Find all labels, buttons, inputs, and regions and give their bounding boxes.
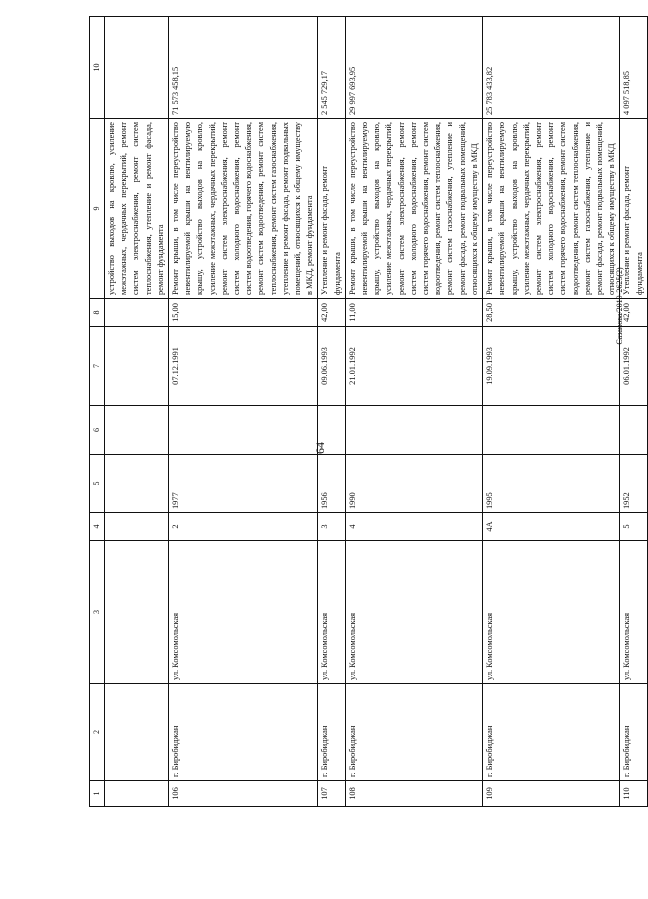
house-number: 3 xyxy=(318,513,345,541)
cost: 29 997 693,95 xyxy=(345,17,482,119)
wear-percent: 42,00 xyxy=(620,299,647,327)
column-number-row xyxy=(90,17,105,807)
house-number: 4 xyxy=(345,513,482,541)
house-number: 2 xyxy=(169,513,318,541)
build-year: 1995 xyxy=(483,455,620,513)
row-number: 107 xyxy=(318,781,345,807)
row-number: 106 xyxy=(169,781,318,807)
house-number: 4А xyxy=(483,513,620,541)
works-list: Ремонт крыши, в том числе переустройство невентилируемой крыши на вентилируемую крышу, устройство выходов на кровлю, усиление межэтажных, чердачных перекрытий, ремонт систем электроснабжения, ремонт систем холодного водоснабжения, ремонт систем горячего водоснабжения, ремонт систем водоотведения, ремонт систем теплоснабжения, ремонт систем газоснабжения, утепление и ремонт фасада, ремонт подвальных помещений, относящихся к общему имуществу в МКД xyxy=(483,119,620,299)
column-number: 9 xyxy=(90,119,105,299)
column-number: 6 xyxy=(90,406,105,455)
column-number: 7 xyxy=(90,327,105,406)
column-number: 8 xyxy=(90,299,105,327)
row-number: 109 xyxy=(483,781,620,807)
column-number: 5 xyxy=(90,455,105,513)
city: г. Биробиджан xyxy=(169,684,318,781)
privatization-date: 06.01.1992 xyxy=(620,327,647,406)
wear-percent: 11,00 xyxy=(345,299,482,327)
cost: 4 097 518,85 xyxy=(620,17,647,119)
works-list: Ремонт крыши, в том числе переустройство невентилируемой крыши на вентилируемую крышу, устройство выходов на кровлю, усиление межэтажных, чердачных перекрытий, ремонт систем электроснабжения, ремонт систем холодного водоснабжения, ремонт систем водоотведения, горячего водоснабжения, ремонт систем водоотведения, ремонт систем теплоснабжения, ремонт систем газоснабжения, утепление и ремонт фасада, ремонт подвальных помещений, относящихся к общему имуществу в МКД, ремонт фундамента xyxy=(169,119,318,299)
street: ул. Комсомольская xyxy=(318,541,345,684)
city: г. Биробиджан xyxy=(620,684,647,781)
city: г. Биробиджан xyxy=(318,684,345,781)
street: ул. Комсомольская xyxy=(483,541,620,684)
cost: 25 783 433,82 xyxy=(483,17,620,119)
column-number: 4 xyxy=(90,513,105,541)
column-6 xyxy=(318,406,345,455)
column-number: 10 xyxy=(90,17,105,119)
privatization-date: 09.06.1993 xyxy=(318,327,345,406)
column-6 xyxy=(483,406,620,455)
wear-percent: 28,50 xyxy=(483,299,620,327)
works-list: Ремонт крыши, в том числе переустройство невентилируемой крыши на вентилируемую крышу, устройство выходов на кровлю, усиление межэтажных, чердачных перекрытий, ремонт систем электроснабжения, ремонт систем холодного водоснабжения, ремонт систем горячего водоснабжения, ремонт систем водоотведения, ремонт систем теплоснабжения, ремонт систем газоснабжения, утепление и ремонт фасада, ремонт подвальных помещений, относящихся к общему имуществу в МКД xyxy=(345,119,482,299)
table-row xyxy=(620,17,647,807)
street: ул. Комсомольская xyxy=(620,541,647,684)
capital-repair-table xyxy=(89,16,648,807)
column-number: 1 xyxy=(90,781,105,807)
wear-percent: 42,00 xyxy=(318,299,345,327)
city: г. Биробиджан xyxy=(345,684,482,781)
street: ул. Комсомольская xyxy=(345,541,482,684)
works-list: Утепление и ремонт фасада, ремонт фундамента xyxy=(318,119,345,299)
street: ул. Комсомольская xyxy=(169,541,318,684)
table-row xyxy=(318,17,345,807)
column-6 xyxy=(345,406,482,455)
column-number: 3 xyxy=(90,541,105,684)
build-year: 1977 xyxy=(169,455,318,513)
house-number: 5 xyxy=(620,513,647,541)
row-number: 108 xyxy=(345,781,482,807)
privatization-date: 07.12.1991 xyxy=(169,327,318,406)
document-stamp: Сазанова/2019-2625(2) xyxy=(615,267,624,345)
cost: 71 573 458,15 xyxy=(169,17,318,119)
column-6 xyxy=(620,406,647,455)
continuation-row xyxy=(105,17,169,807)
privatization-date: 21.01.1992 xyxy=(345,327,482,406)
build-year: 1990 xyxy=(345,455,482,513)
table-row xyxy=(169,17,318,807)
build-year: 1952 xyxy=(620,455,647,513)
column-number: 2 xyxy=(90,684,105,781)
works-list: устройство выходов на кровлю, усиление межэтажных, чердачных перекрытий, ремонт систем электроснабжения, ремонт систем теплоснабжения, утепление и ремонт фасада, ремонт фундамента xyxy=(105,119,169,299)
page-number: 64 xyxy=(313,442,327,454)
table-row xyxy=(483,17,620,807)
wear-percent: 15,00 xyxy=(169,299,318,327)
row-number: 110 xyxy=(620,781,647,807)
city: г. Биробиджан xyxy=(483,684,620,781)
privatization-date: 19.09.1993 xyxy=(483,327,620,406)
cost: 2 545 729,17 xyxy=(318,17,345,119)
build-year: 1956 xyxy=(318,455,345,513)
table-row xyxy=(345,17,482,807)
column-6 xyxy=(169,406,318,455)
works-list: Утепление и ремонт фасада, ремонт фундамента xyxy=(620,119,647,299)
